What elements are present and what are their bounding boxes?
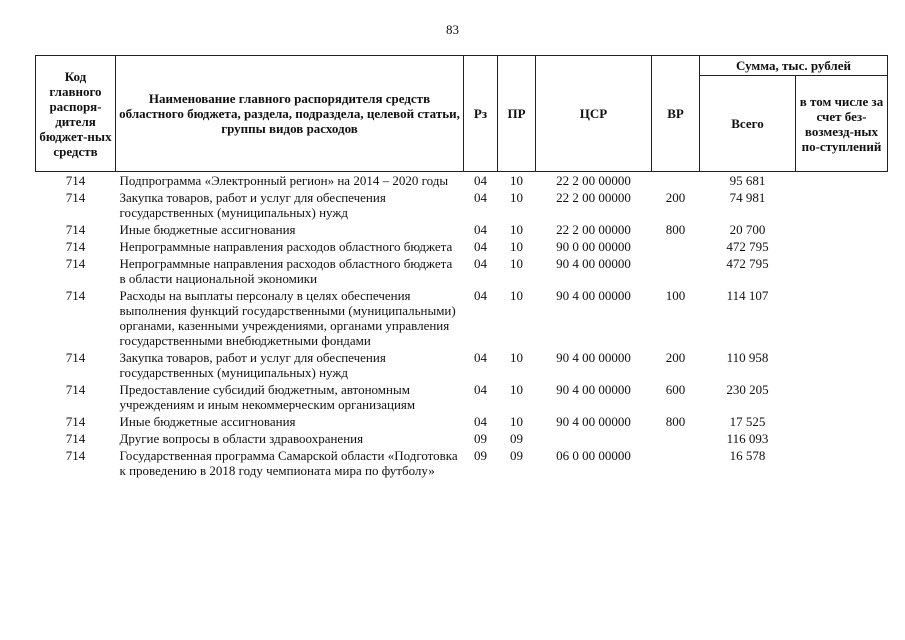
rz-cell: 04 xyxy=(474,350,487,365)
table-row xyxy=(36,237,888,254)
code-cell: 714 xyxy=(65,431,86,446)
vr-cell xyxy=(652,446,700,478)
total-cell: 95 681 xyxy=(729,173,766,188)
rz-cell: 09 xyxy=(474,448,487,463)
code-cell: 714 xyxy=(65,414,86,429)
total-cell: 472 795 xyxy=(726,239,769,254)
incl-cell xyxy=(796,348,888,380)
csr-cell: 06 0 00 00000 xyxy=(556,448,631,463)
code-cell: 714 xyxy=(65,222,86,237)
name-cell: Иные бюджетные ассигнования xyxy=(119,414,296,429)
vr-cell: 600 xyxy=(665,382,686,397)
pr-cell: 09 xyxy=(510,448,523,463)
rz-cell: 09 xyxy=(474,431,487,446)
vr-cell: 800 xyxy=(665,414,686,429)
pr-cell: 10 xyxy=(510,350,523,365)
name-cell: Непрограммные направления расходов областного бюджета xyxy=(119,239,453,254)
incl-cell xyxy=(796,286,888,348)
rz-cell: 04 xyxy=(474,382,487,397)
total-cell: 472 795 xyxy=(726,256,769,271)
header-pr: ПР xyxy=(498,56,536,172)
code-cell: 714 xyxy=(65,382,86,397)
table-row xyxy=(36,412,888,429)
pr-cell: 10 xyxy=(510,173,523,188)
vr-cell xyxy=(652,429,700,446)
incl-cell xyxy=(796,412,888,429)
header-csr: ЦСР xyxy=(536,56,652,172)
incl-cell xyxy=(796,380,888,412)
budget-table xyxy=(35,55,888,478)
header-name: Наименование главного распорядителя средств областного бюджета, раздела, подраздела, целевой статьи, группы видов расходов xyxy=(116,56,464,172)
vr-cell xyxy=(652,172,700,189)
name-cell: Иные бюджетные ассигнования xyxy=(119,222,296,237)
pr-cell: 10 xyxy=(510,190,523,205)
name-cell: Предоставление субсидий бюджетным, автономным учреждениям и иным некоммерческим организациям xyxy=(119,382,416,412)
name-cell: Подпрограмма «Электронный регион» на 2014 – 2020 годы xyxy=(119,173,449,188)
pr-cell: 10 xyxy=(510,256,523,271)
table-row xyxy=(36,429,888,446)
csr-cell: 22 2 00 00000 xyxy=(556,190,631,205)
name-cell: Расходы на выплаты персоналу в целях обеспечения выполнения функций государственными (муниципальными) органами, казенными учреждениями, органами управления государственными внебюджетными фондами xyxy=(119,288,456,348)
total-cell: 114 107 xyxy=(726,288,769,303)
total-cell: 16 578 xyxy=(729,448,766,463)
vr-cell: 800 xyxy=(665,222,686,237)
code-cell: 714 xyxy=(65,190,86,205)
csr-cell xyxy=(536,429,652,446)
code-cell: 714 xyxy=(65,448,86,463)
csr-cell: 90 4 00 00000 xyxy=(556,414,631,429)
name-cell: Закупка товаров, работ и услуг для обеспечения государственных (муниципальных) нужд xyxy=(119,350,386,380)
rz-cell: 04 xyxy=(474,256,487,271)
table-row xyxy=(36,172,888,189)
csr-cell: 90 4 00 00000 xyxy=(556,382,631,397)
vr-cell xyxy=(652,254,700,286)
incl-cell xyxy=(796,429,888,446)
total-cell: 116 093 xyxy=(726,431,769,446)
rz-cell: 04 xyxy=(474,173,487,188)
incl-cell xyxy=(796,220,888,237)
name-cell: Другие вопросы в области здравоохранения xyxy=(119,431,364,446)
header-code: Код главного распоря-дителя бюджет-ных средств xyxy=(36,56,116,172)
vr-cell: 100 xyxy=(665,288,686,303)
rz-cell: 04 xyxy=(474,239,487,254)
csr-cell: 90 4 00 00000 xyxy=(556,350,631,365)
table-row xyxy=(36,188,888,220)
rz-cell: 04 xyxy=(474,190,487,205)
name-cell: Непрограммные направления расходов областного бюджета в области национальной экономики xyxy=(119,256,453,286)
incl-cell xyxy=(796,172,888,189)
name-cell: Закупка товаров, работ и услуг для обеспечения государственных (муниципальных) нужд xyxy=(119,190,386,220)
table-row xyxy=(36,220,888,237)
code-cell: 714 xyxy=(65,239,86,254)
table-body xyxy=(36,172,888,479)
vr-cell: 200 xyxy=(665,190,686,205)
table-row xyxy=(36,380,888,412)
rz-cell: 04 xyxy=(474,222,487,237)
code-cell: 714 xyxy=(65,173,86,188)
table-row xyxy=(36,446,888,478)
rz-cell: 04 xyxy=(474,288,487,303)
header-total: Всего xyxy=(700,76,796,172)
table-row xyxy=(36,286,888,348)
incl-cell xyxy=(796,254,888,286)
table-row xyxy=(36,254,888,286)
incl-cell xyxy=(796,188,888,220)
csr-cell: 90 4 00 00000 xyxy=(556,256,631,271)
pr-cell: 09 xyxy=(510,431,523,446)
code-cell: 714 xyxy=(65,350,86,365)
total-cell: 110 958 xyxy=(726,350,769,365)
pr-cell: 10 xyxy=(510,288,523,303)
incl-cell xyxy=(796,237,888,254)
total-cell: 20 700 xyxy=(729,222,766,237)
vr-cell xyxy=(652,237,700,254)
csr-cell: 90 0 00 00000 xyxy=(556,239,631,254)
incl-cell xyxy=(796,446,888,478)
page-number: 83 xyxy=(446,22,459,37)
code-cell: 714 xyxy=(65,256,86,271)
total-cell: 17 525 xyxy=(729,414,766,429)
header-incl: в том числе за счет без-возмезд-ных по-ступлений xyxy=(796,76,888,172)
rz-cell: 04 xyxy=(474,414,487,429)
pr-cell: 10 xyxy=(510,239,523,254)
total-cell: 74 981 xyxy=(729,190,766,205)
header-rz: Рз xyxy=(464,56,498,172)
pr-cell: 10 xyxy=(510,222,523,237)
csr-cell: 22 2 00 00000 xyxy=(556,173,631,188)
name-cell: Государственная программа Самарской области «Подготовка к проведению в 2018 году чемпионата мира по футболу» xyxy=(119,448,458,478)
total-cell: 230 205 xyxy=(726,382,769,397)
table-row xyxy=(36,348,888,380)
vr-cell: 200 xyxy=(665,350,686,365)
code-cell: 714 xyxy=(65,288,86,303)
header-vr: ВР xyxy=(652,56,700,172)
csr-cell: 22 2 00 00000 xyxy=(556,222,631,237)
header-sum: Сумма, тыс. рублей xyxy=(700,56,888,76)
csr-cell: 90 4 00 00000 xyxy=(556,288,631,303)
pr-cell: 10 xyxy=(510,414,523,429)
pr-cell: 10 xyxy=(510,382,523,397)
